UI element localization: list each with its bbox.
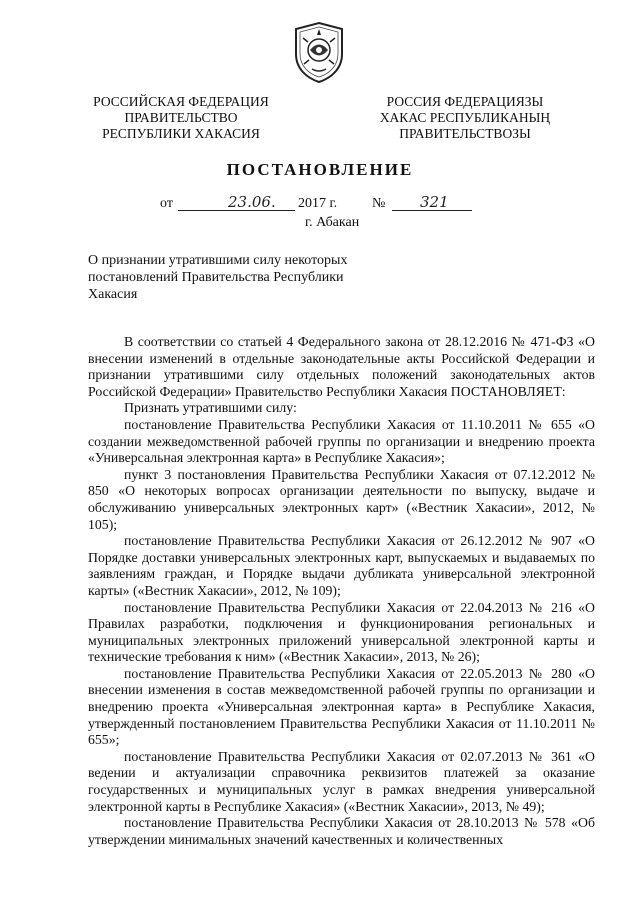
header-right-block	[350, 94, 580, 142]
body-paragraph: постановление Правительства Республики Хакасия от 02.07.2013 № 361 «О ведении и актуализации справочника реквизитов платежей за оказание государственных и муниципальных услуг в рамках внедрения универсальной электронной карты в Республике Хакасия» («Вестник Хакасии», 2013, № 49);	[88, 748, 595, 814]
subject-line: постановлений Правительства Республики	[88, 270, 344, 285]
handwritten-date: 23.06.	[228, 193, 276, 211]
document-body	[88, 334, 595, 848]
coat-of-arms-emblem	[288, 20, 350, 84]
header-left-line: РОССИЙСКАЯ ФЕДЕРАЦИЯ	[93, 94, 269, 109]
body-paragraph: Признать утратившими силу:	[124, 400, 297, 416]
header-left-block	[66, 94, 296, 142]
header-right-line: РОССИЯ ФЕДЕРАЦИЯЗЫ	[386, 94, 544, 109]
document-subject	[88, 252, 384, 303]
body-paragraph: В соответствии со статьей 4 Федерального закона от 28.12.2016 № 471-ФЗ «О внесении изменений в отдельные законодательные акты Российской Федерации и признании утратившими силу отдельных положений законодательных актов Российской Федерации» Правительство Республики Хакасия ПОСТАНОВЛЯЕТ:	[88, 334, 595, 399]
body-paragraph: постановление Правительства Республики Хакасия от 28.10.2013 № 578 «Об утверждении минимальных значений качественных и количественных	[88, 815, 595, 847]
body-paragraph: постановление Правительства Республики Хакасия от 22.05.2013 № 280 «О внесении изменения в состав межведомственной рабочей группы по организации и внедрению проекта «Универсальная электронная карта» в Республике Хакасия, утвержденный постановлением Правительства Республики Хакасия от 11.10.2011 № 655»;	[88, 665, 595, 748]
handwritten-number: 321	[420, 193, 449, 211]
header-left-line: ПРАВИТЕЛЬСТВО	[124, 110, 238, 125]
subject-line: Хакасия	[88, 287, 138, 302]
header-right-line: ХАКАС РЕСПУБЛИКАНЫҢ	[379, 110, 551, 125]
city-label: г. Абакан	[305, 215, 360, 230]
date-prefix: от	[160, 196, 173, 211]
header-right-line: ПРАВИТЕЛЬСТВОЗЫ	[399, 126, 531, 141]
document-title: ПОСТАНОВЛЕНИЕ	[226, 160, 414, 179]
header-left-line: РЕСПУБЛИКИ ХАКАСИЯ	[102, 126, 260, 141]
body-paragraph: постановление Правительства Республики Хакасия от 22.04.2013 № 216 «О Правилах разработки, подключения и функционирования региональных и муниципальных электронных приложений универсальной электронной карты и технические требования к ним» («Вестник Хакасии», 2013, № 26);	[88, 599, 595, 665]
subject-line: О признании утратившими силу некоторых	[88, 253, 348, 268]
body-paragraph: постановление Правительства Республики Хакасия от 11.10.2011 № 655 «О создании межведомственной рабочей группы по организации и внедрению проекта «Универсальная электронная карта» в Республике Хакасия»;	[88, 416, 595, 466]
year-label: 2017 г.	[298, 196, 338, 211]
date-number-line	[0, 193, 640, 216]
number-sign: №	[372, 196, 386, 211]
body-paragraph: постановление Правительства Республики Хакасия от 26.12.2012 № 907 «О Порядке доставки универсальных электронных карт, выпускаемых и выдаваемых по заявлениям граждан, и Порядке выдачи дубликата универсальной электронной карты» («Вестник Хакасии», 2012, № 109);	[88, 533, 595, 598]
body-paragraph: пункт 3 постановления Правительства Республики Хакасия от 07.12.2012 № 850 «О некоторых вопросах организации деятельности по выпуску, выдаче и обслуживанию универсальных электронных карт» («Вестник Хакасии», 2012, № 105);	[88, 466, 595, 532]
